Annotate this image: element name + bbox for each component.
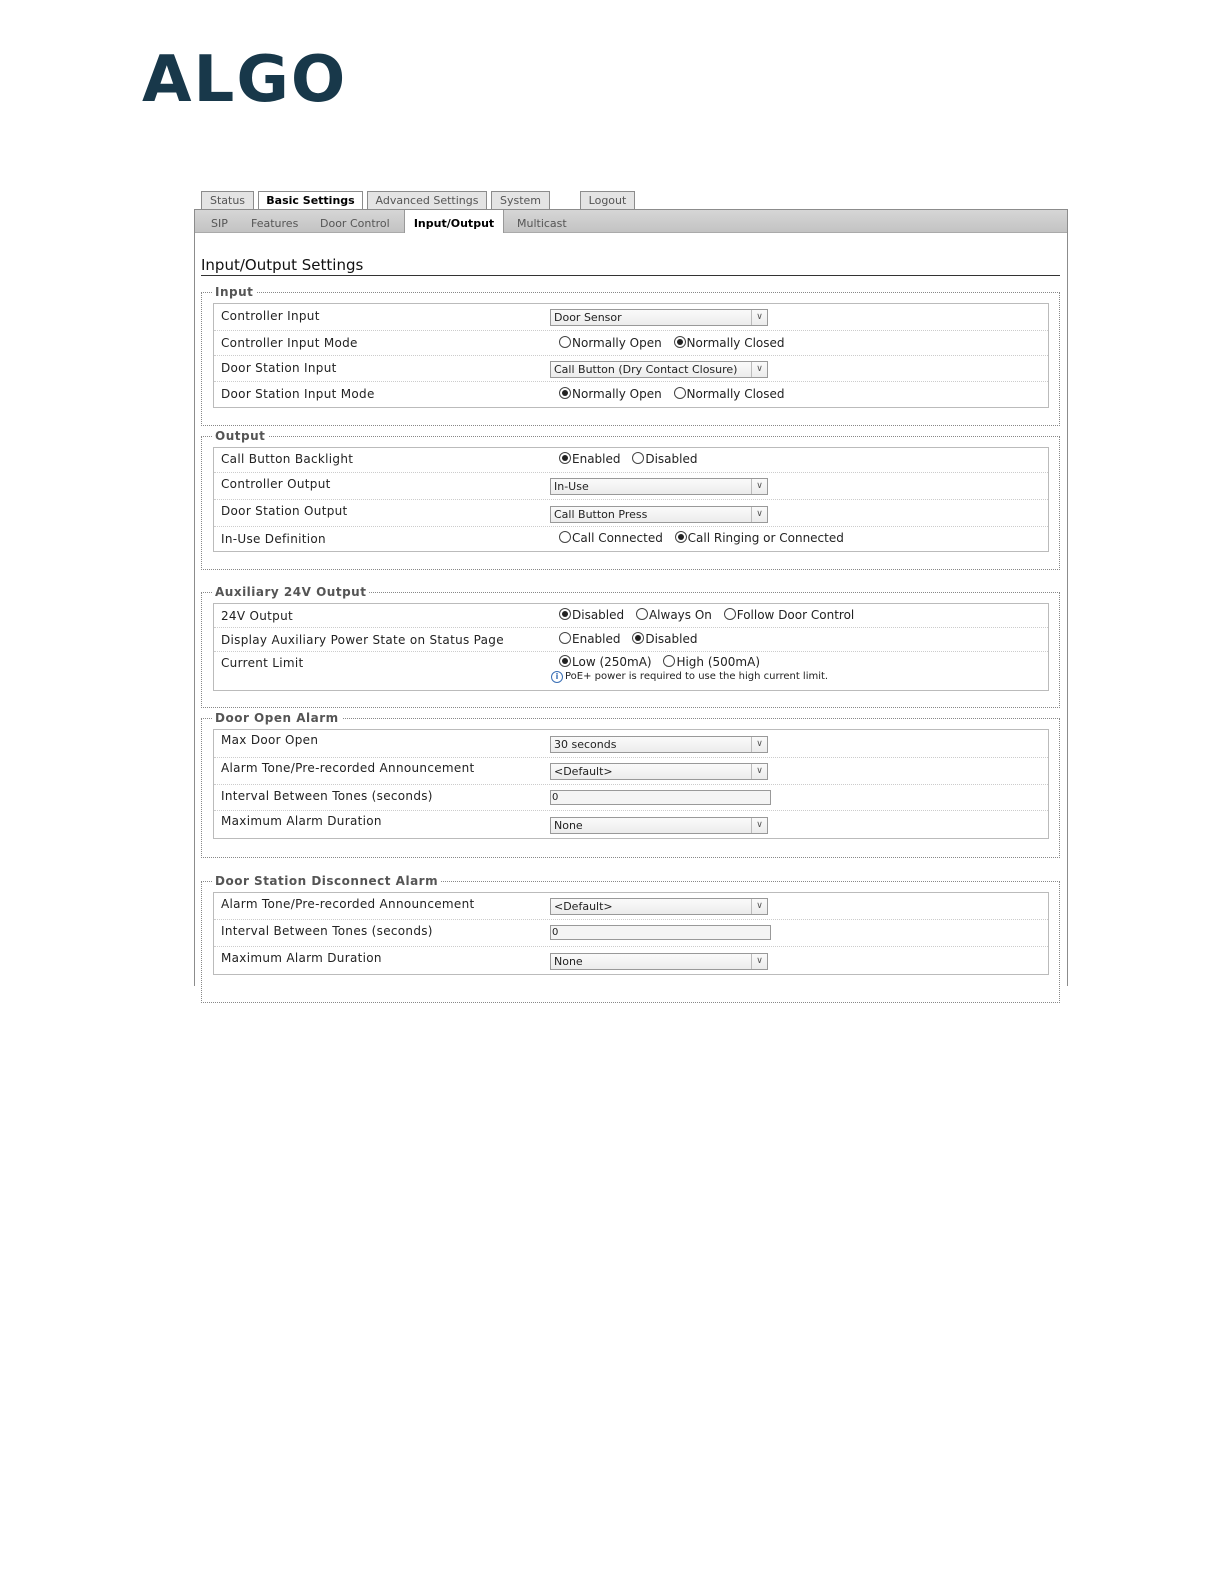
chevron-down-icon: ∨ <box>751 899 767 914</box>
info-icon: i <box>551 671 563 683</box>
max-alarm-duration-select[interactable]: None ∨ <box>550 953 768 970</box>
radio-call-connected[interactable]: Call Connected <box>559 531 663 545</box>
controller-input-select[interactable]: Door Sensor ∨ <box>550 309 768 326</box>
max-door-open-label: Max Door Open <box>221 733 319 747</box>
radio-enabled[interactable]: Enabled <box>559 632 621 646</box>
display-aux-power-radios <box>559 632 705 646</box>
poe-note: i PoE+ power is required to use the high current limit. <box>551 671 828 683</box>
chevron-down-icon: ∨ <box>751 507 767 522</box>
disconnect-alarm-legend: Door Station Disconnect Alarm <box>212 874 441 888</box>
tab-status[interactable]: Status <box>201 191 254 209</box>
radio-always-on[interactable]: Always On <box>636 608 712 622</box>
tab-logout[interactable]: Logout <box>580 191 635 209</box>
max-alarm-duration-select[interactable]: None ∨ <box>550 817 768 834</box>
tab-basic-settings[interactable]: Basic Settings <box>258 191 363 210</box>
controller-output-select[interactable]: In-Use ∨ <box>550 478 768 495</box>
radio-disabled[interactable]: Disabled <box>559 608 624 622</box>
radio-low-250ma[interactable]: Low (250mA) <box>559 655 652 669</box>
tab-advanced-settings[interactable]: Advanced Settings <box>367 191 487 209</box>
aux-24v-legend: Auxiliary 24V Output <box>212 585 369 599</box>
24v-output-radios <box>559 608 862 622</box>
alarm-tone-select[interactable]: <Default> ∨ <box>550 898 768 915</box>
radio-disabled[interactable]: Disabled <box>632 452 697 466</box>
door-station-input-mode-label: Door Station Input Mode <box>221 387 375 401</box>
interval-input[interactable]: 0 <box>550 925 771 940</box>
controller-input-mode-radios <box>559 336 793 350</box>
controller-input-mode-label: Controller Input Mode <box>221 336 358 350</box>
chevron-down-icon: ∨ <box>751 479 767 494</box>
subtab-bar <box>195 210 1067 233</box>
max-alarm-duration-label: Maximum Alarm Duration <box>221 814 382 828</box>
page-title: Input/Output Settings <box>201 256 1060 276</box>
controller-output-label: Controller Output <box>221 477 331 491</box>
radio-enabled[interactable]: Enabled <box>559 452 621 466</box>
output-legend: Output <box>212 429 268 443</box>
tab-system[interactable]: System <box>491 191 550 209</box>
backlight-label: Call Button Backlight <box>221 452 354 466</box>
alarm-tone-label: Alarm Tone/Pre-recorded Announcement <box>221 897 475 911</box>
disconnect-alarm-section <box>201 874 1060 1003</box>
current-limit-label: Current Limit <box>221 656 304 670</box>
display-aux-power-label: Display Auxiliary Power State on Status Page <box>221 633 504 647</box>
current-limit-radios <box>559 655 768 669</box>
chevron-down-icon: ∨ <box>751 954 767 969</box>
backlight-radios <box>559 452 705 466</box>
input-legend: Input <box>212 285 256 299</box>
door-station-output-label: Door Station Output <box>221 504 348 518</box>
interval-input[interactable]: 0 <box>550 790 771 805</box>
door-station-input-mode-radios <box>559 387 793 401</box>
output-section <box>201 429 1060 570</box>
chevron-down-icon: ∨ <box>751 818 767 833</box>
controller-input-label: Controller Input <box>221 309 320 323</box>
max-door-open-select[interactable]: 30 seconds ∨ <box>550 736 768 753</box>
subtab-features[interactable]: Features <box>251 217 299 230</box>
subtab-door-control[interactable]: Door Control <box>320 217 390 230</box>
max-alarm-duration-label: Maximum Alarm Duration <box>221 951 382 965</box>
door-open-alarm-legend: Door Open Alarm <box>212 711 342 725</box>
inuse-definition-radios <box>559 531 852 545</box>
radio-normally-open[interactable]: Normally Open <box>559 336 662 350</box>
inuse-definition-label: In-Use Definition <box>221 532 326 546</box>
radio-normally-closed[interactable]: Normally Closed <box>674 387 785 401</box>
radio-follow-door-control[interactable]: Follow Door Control <box>724 608 855 622</box>
chevron-down-icon: ∨ <box>751 362 767 377</box>
24v-output-label: 24V Output <box>221 609 293 623</box>
chevron-down-icon: ∨ <box>751 310 767 325</box>
radio-disabled[interactable]: Disabled <box>632 632 697 646</box>
radio-high-500ma[interactable]: High (500mA) <box>663 655 760 669</box>
algo-logo: ALGO <box>142 43 348 117</box>
door-open-alarm-section <box>201 711 1060 858</box>
door-station-input-select[interactable]: Call Button (Dry Contact Closure) ∨ <box>550 361 768 378</box>
radio-normally-open[interactable]: Normally Open <box>559 387 662 401</box>
radio-normally-closed[interactable]: Normally Closed <box>674 336 785 350</box>
subtab-input-output[interactable]: Input/Output <box>404 210 504 233</box>
input-section <box>201 285 1060 426</box>
interval-label: Interval Between Tones (seconds) <box>221 924 433 938</box>
door-station-input-label: Door Station Input <box>221 361 337 375</box>
alarm-tone-label: Alarm Tone/Pre-recorded Announcement <box>221 761 475 775</box>
chevron-down-icon: ∨ <box>751 737 767 752</box>
subtab-multicast[interactable]: Multicast <box>517 217 567 230</box>
radio-call-ringing-or-connected[interactable]: Call Ringing or Connected <box>675 531 844 545</box>
chevron-down-icon: ∨ <box>751 764 767 779</box>
interval-label: Interval Between Tones (seconds) <box>221 789 433 803</box>
alarm-tone-select[interactable]: <Default> ∨ <box>550 763 768 780</box>
subtab-sip[interactable]: SIP <box>211 217 228 230</box>
aux-24v-section <box>201 585 1060 708</box>
settings-panel <box>194 209 1068 986</box>
door-station-output-select[interactable]: Call Button Press ∨ <box>550 506 768 523</box>
